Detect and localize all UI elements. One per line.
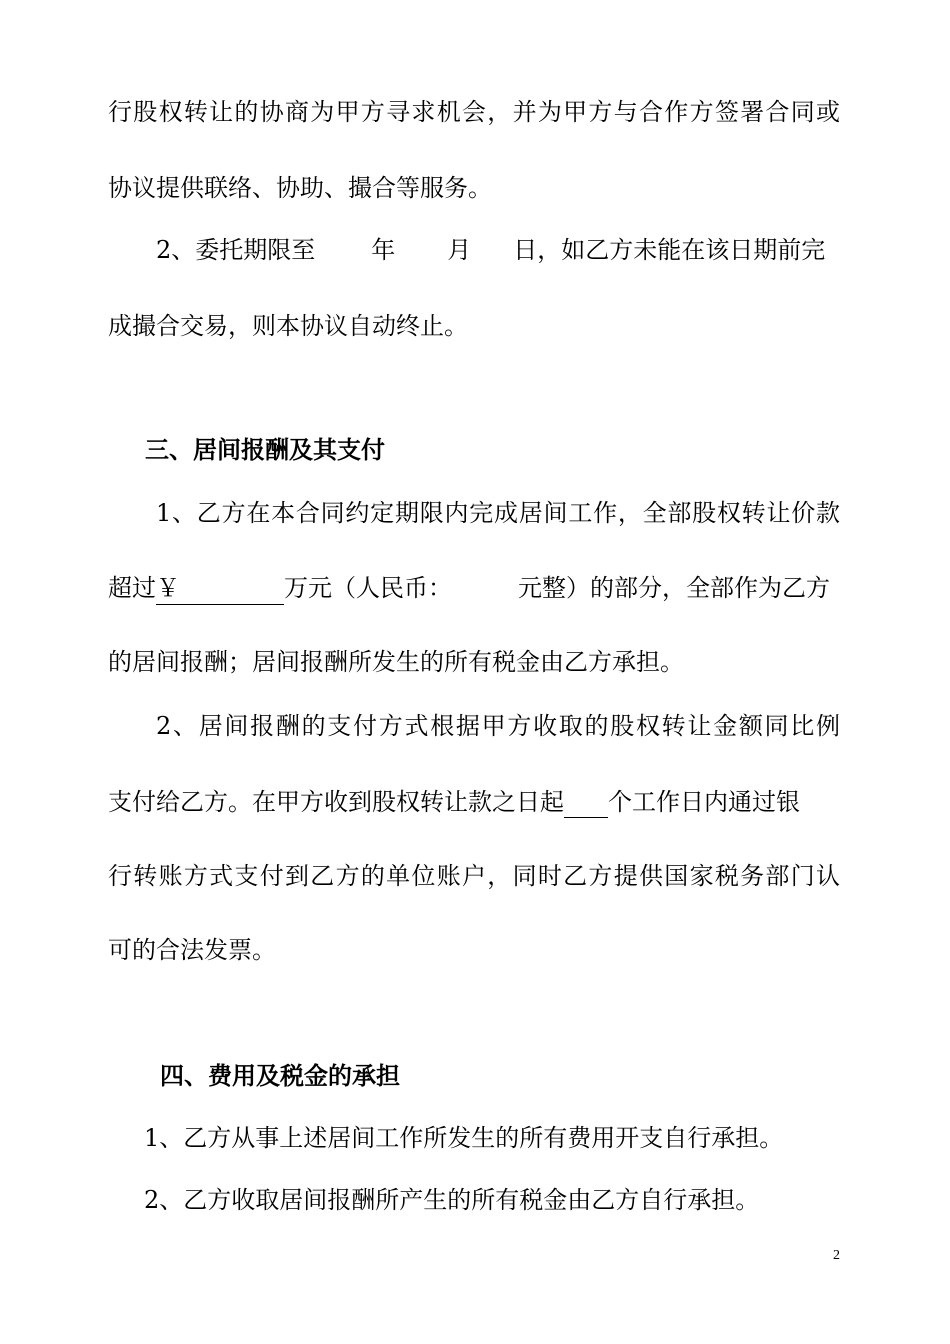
text: 万元（人民币： xyxy=(284,574,452,602)
paragraph-line xyxy=(108,786,840,818)
days-blank xyxy=(564,791,608,818)
month-label: 月 xyxy=(447,236,472,264)
paragraph-line: 成撮合交易，则本协议自动终止。 xyxy=(108,312,468,340)
paragraph-line: 2、乙方收取居间报酬所产生的所有税金由乙方自行承担。 xyxy=(144,1186,760,1214)
text: 个工作日内通过银 xyxy=(608,788,800,816)
text: 超过 xyxy=(108,574,156,602)
term-text: 2、委托期限至 xyxy=(156,236,316,264)
amount-blank xyxy=(156,572,284,605)
paragraph-line: 可的合法发票。 xyxy=(108,936,276,964)
yen-symbol: ￥ xyxy=(156,574,180,602)
paragraph-line: 行转账方式支付到乙方的单位账户，同时乙方提供国家税务部门认 xyxy=(108,862,840,890)
paragraph-line xyxy=(108,572,840,605)
text: 支付给乙方。在甲方收到股权转让款之日起 xyxy=(108,788,564,816)
paragraph-line xyxy=(156,234,840,266)
year-label: 年 xyxy=(371,236,396,264)
page-number: 2 xyxy=(833,1248,840,1263)
paragraph-line: 1、乙方从事上述居间工作所发生的所有费用开支自行承担。 xyxy=(144,1124,784,1152)
paragraph-line: 协议提供联络、协助、撮合等服务。 xyxy=(108,174,492,202)
section-heading: 四、费用及税金的承担 xyxy=(160,1061,400,1090)
text: 元整）的部分，全部作为乙方 xyxy=(518,574,830,602)
paragraph-line: 1、乙方在本合同约定期限内完成居间工作，全部股权转让价款 xyxy=(156,499,840,527)
paragraph-line: 行股权转让的协商为甲方寻求机会，并为甲方与合作方签署合同或 xyxy=(108,98,840,126)
section-heading: 三、居间报酬及其支付 xyxy=(145,435,385,464)
paragraph-line: 2、居间报酬的支付方式根据甲方收取的股权转让金额同比例 xyxy=(156,712,840,740)
paragraph-line: 的居间报酬；居间报酬所发生的所有税金由乙方承担。 xyxy=(108,648,684,676)
term-text: 日，如乙方未能在该日期前完 xyxy=(513,236,826,264)
